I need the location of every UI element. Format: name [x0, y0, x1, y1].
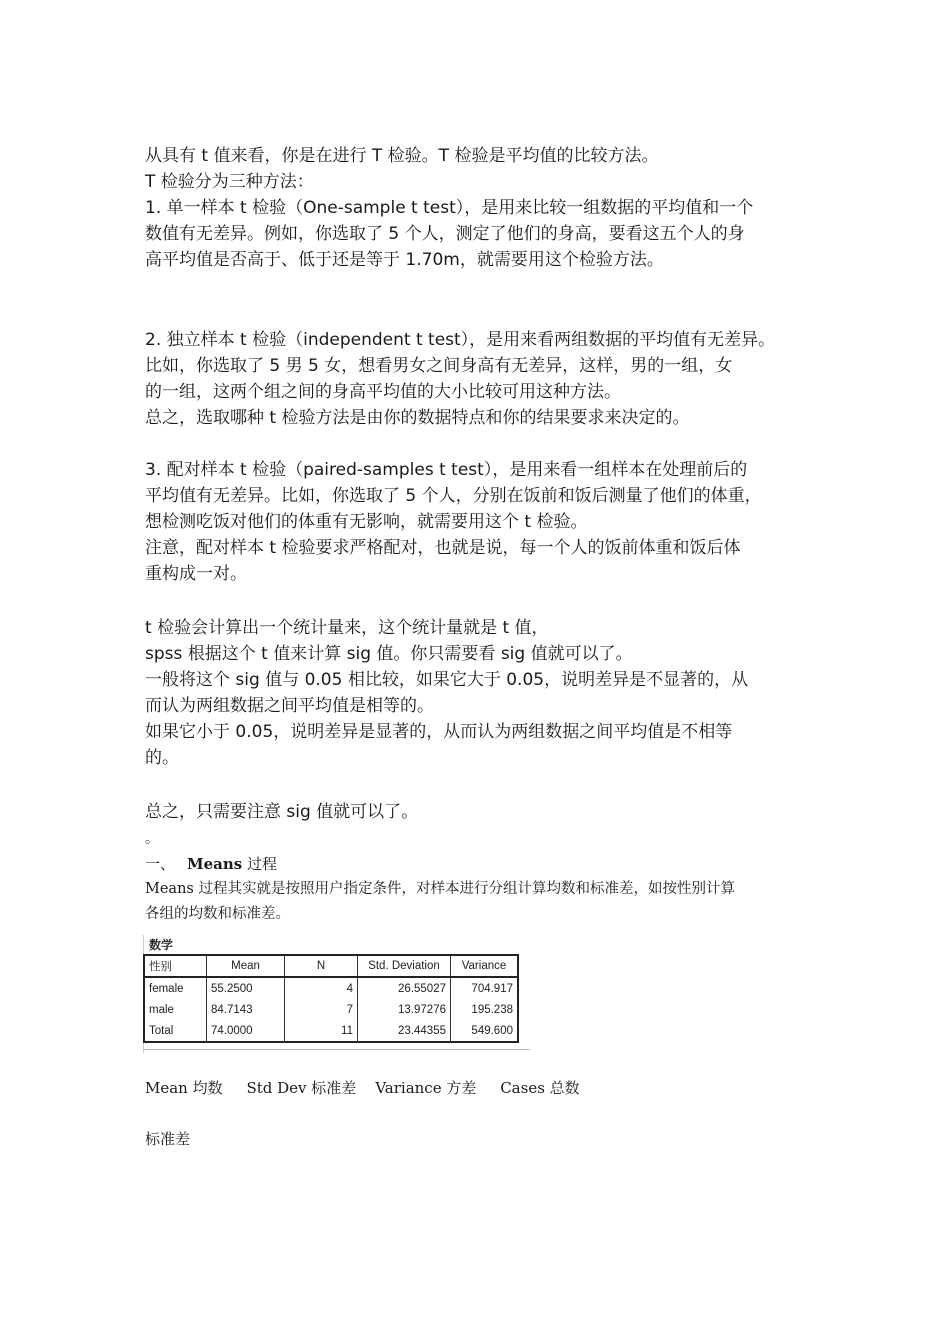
paragraph-t-value: t 检验会计算出一个统计量来，这个统计量就是 t 值， [145, 618, 549, 638]
paragraph-paired-note-2: 重构成一对。 [145, 564, 247, 584]
paragraph-sig-value: spss 根据这个 t 值来计算 sig 值。你只需要看 sig 值就可以了。 [145, 644, 633, 664]
paragraph-three-methods: T 检验分为三种方法： [145, 172, 314, 192]
paragraph-one-sample-3: 高平均值是否高于、低于还是等于 1.70m，就需要用这个检验方法。 [145, 250, 664, 270]
spss-means-table [143, 935, 530, 1053]
means-description-1: Means 过程其实就是按照用户指定条件，对样本进行分组计算均数和标准差，如按性别计算 [145, 881, 735, 897]
means-report-table [143, 954, 519, 1043]
means-section-heading [145, 851, 277, 877]
paragraph-conclusion: 总之，只需要注意 sig 值就可以了。 [145, 802, 419, 822]
table-row [144, 999, 518, 1020]
cell-group: male [144, 999, 207, 1020]
paragraph-paired-note-1: 注意，配对样本 t 检验要求严格配对，也就是说，每一个人的饭前体重和饭后体 [145, 538, 741, 558]
cell-variance: 549.600 [451, 1020, 519, 1042]
cell-n: 7 [285, 999, 358, 1020]
cell-n: 11 [285, 1020, 358, 1042]
stray-period: 。 [145, 831, 159, 847]
paragraph-paired-2: 平均值有无差异。比如，你选取了 5 个人，分别在饭前和饭后测量了他们的体重， [145, 486, 762, 506]
paragraph-significant-2: 的。 [145, 748, 179, 768]
cell-mean: 55.2500 [207, 977, 285, 999]
paragraph-paired-1: 3. 配对样本 t 检验（paired-samples t test），是用来看一组样本在处理前后的 [145, 460, 748, 480]
header-variance: Variance [451, 955, 519, 977]
cell-std-deviation: 26.55027 [358, 977, 451, 999]
paragraph-significant-1: 如果它小于 0.05，说明差异是显著的，从而认为两组数据之间平均值是不相等 [145, 722, 733, 742]
paragraph-paired-3: 想检测吃饭对他们的体重有无影响，就需要用这个 t 检验。 [145, 512, 588, 532]
header-std-deviation: Std. Deviation [358, 955, 451, 977]
cell-variance: 195.238 [451, 999, 519, 1020]
table-header-row [144, 955, 518, 977]
cell-variance: 704.917 [451, 977, 519, 999]
cell-std-deviation: 13.97276 [358, 999, 451, 1020]
cell-group: Total [144, 1020, 207, 1042]
table-row [144, 1020, 518, 1042]
header-n: N [285, 955, 358, 977]
cell-n: 4 [285, 977, 358, 999]
cell-mean: 84.7143 [207, 999, 285, 1020]
paragraph-intro: 从具有 t 值来看，你是在进行 T 检验。T 检验是平均值的比较方法。 [145, 146, 659, 166]
table-title: 数学 [149, 938, 174, 952]
table-bottom-line [143, 1049, 530, 1050]
means-title-cn: 过程 [247, 855, 278, 873]
cell-mean: 74.0000 [207, 1020, 285, 1042]
table-row [144, 977, 518, 999]
means-description-2: 各组的均数和标准差。 [145, 906, 290, 922]
header-mean: Mean [207, 955, 285, 977]
paragraph-independent-1: 2. 独立样本 t 检验（independent t test），是用来看两组数据的平均值有无差异。 [145, 330, 776, 350]
cell-std-deviation: 23.44355 [358, 1020, 451, 1042]
footer-word: 标准差 [145, 1130, 191, 1148]
paragraph-independent-3: 的一组，这两个组之间的身高平均值的大小比较可用这种方法。 [145, 382, 621, 402]
paragraph-one-sample-2: 数值有无差异。例如，你选取了 5 个人，测定了他们的身高，要看这五个人的身 [145, 224, 745, 244]
paragraph-compare-2: 而认为两组数据之间平均值是相等的。 [145, 696, 434, 716]
paragraph-summary-choice: 总之，选取哪种 t 检验方法是由你的数据特点和你的结果要求来决定的。 [145, 408, 690, 428]
paragraph-one-sample-1: 1. 单一样本 t 检验（One-sample t test），是用来比较一组数据的平均值和一个 [145, 198, 754, 218]
header-gender: 性别 [144, 955, 207, 977]
legend-line: Mean 均数 Std Dev 标准差 Variance 方差 Cases 总数 [145, 1079, 580, 1097]
section-number: 一、 [145, 855, 176, 873]
means-title-en: Means [187, 855, 243, 873]
cell-group: female [144, 977, 207, 999]
paragraph-independent-2: 比如，你选取了 5 男 5 女，想看男女之间身高有无差异，这样，男的一组，女 [145, 356, 733, 376]
paragraph-compare-1: 一般将这个 sig 值与 0.05 相比较，如果它大于 0.05，说明差异是不显著的，从 [145, 670, 749, 690]
